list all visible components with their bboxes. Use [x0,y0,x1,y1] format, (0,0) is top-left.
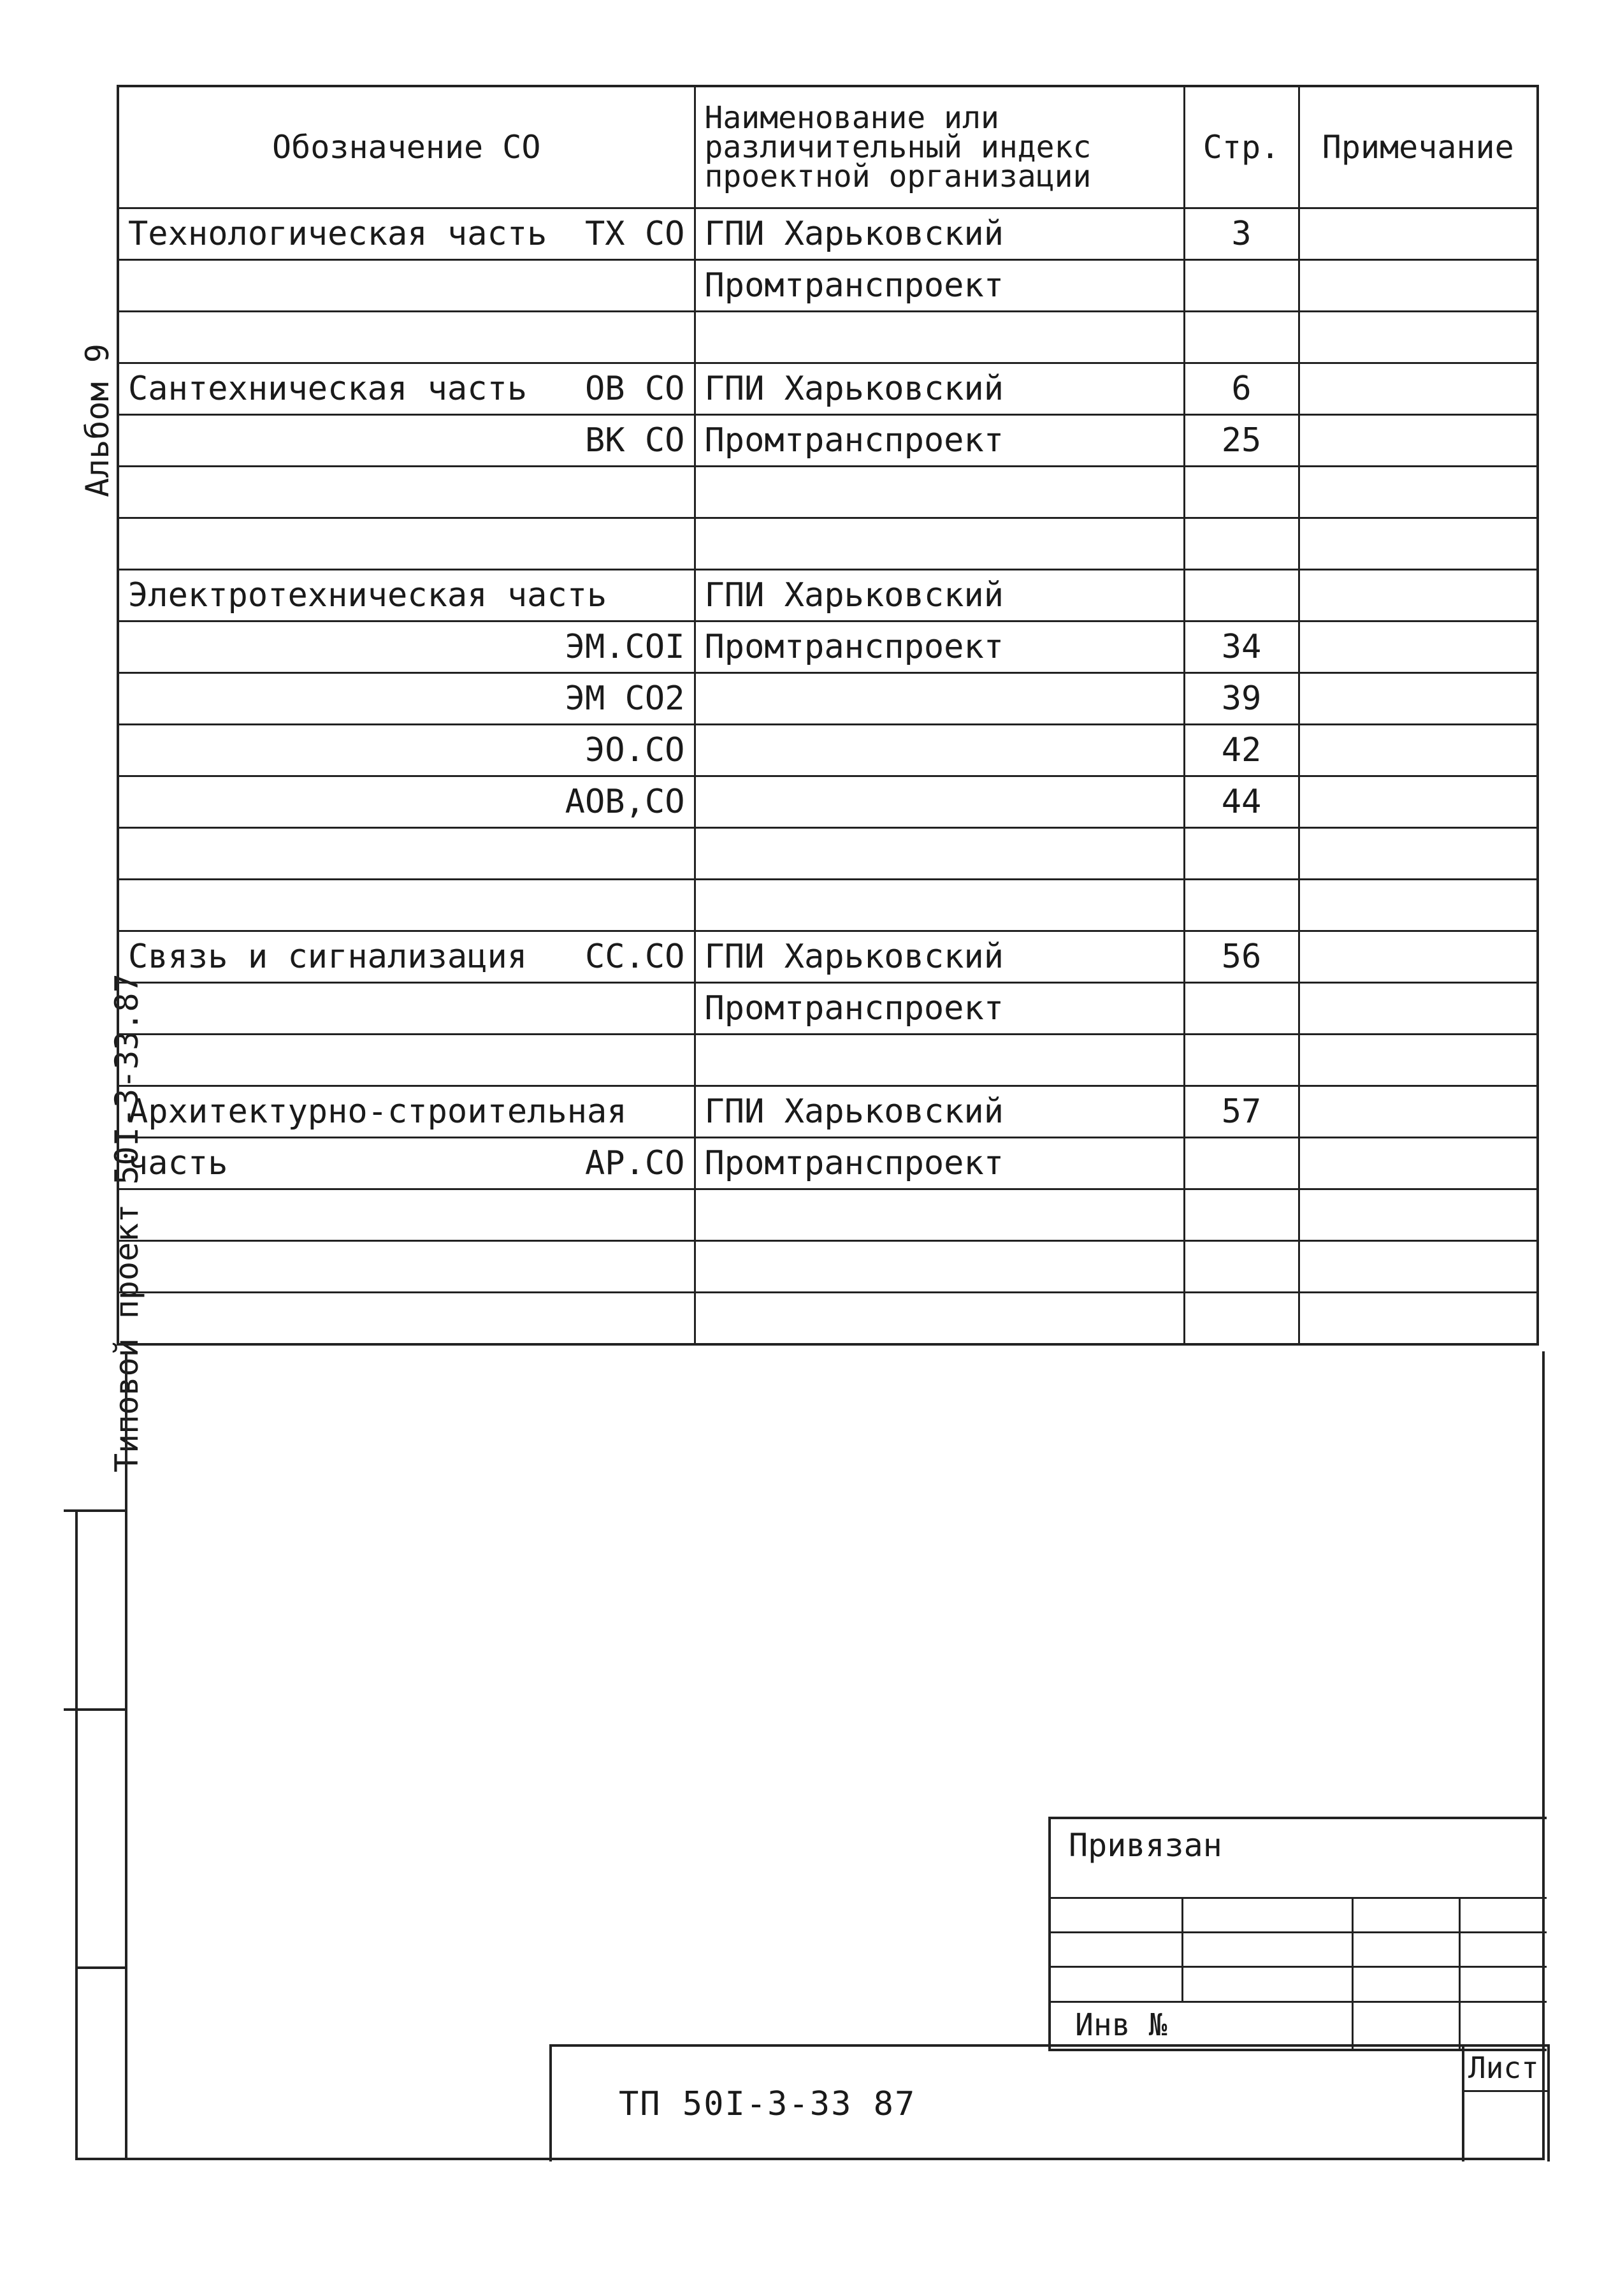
cell-organization [695,828,1184,880]
cell-code [118,1138,695,1189]
table-header-row [118,86,1538,208]
cell-page [1184,312,1299,363]
designation-code: АОВ,СО [565,783,685,821]
cell-code [118,1035,695,1086]
cell-note [1299,1189,1538,1241]
table-row [118,621,1538,673]
cell-organization [695,467,1184,518]
cell-code [118,725,695,776]
cell-code [118,673,695,725]
cell-note [1299,880,1538,931]
cell-page: 57 [1184,1086,1299,1138]
cell-organization: ГПИ Харьковский [695,208,1184,260]
header-note: Примечание [1299,86,1538,208]
cell-code [118,931,695,983]
binding-col [1459,1897,1461,2049]
cell-organization: ГПИ Харьковский [695,363,1184,415]
table-row [118,725,1538,776]
inv-label: Инв № [1075,2007,1167,2043]
cell-note [1299,518,1538,570]
cell-organization: Промтранспроект [695,621,1184,673]
designation-code: СС.СО [584,938,685,976]
cell-note [1299,828,1538,880]
designation-code: ЭМ.СОI [565,628,685,666]
table-left-line [125,1351,127,1354]
designation-code: ТХ СО [584,215,685,253]
table-row [118,1035,1538,1086]
table-row [118,1241,1538,1293]
table-row [118,1293,1538,1345]
table-row [118,518,1538,570]
binding-col [1352,1897,1354,2049]
cell-page [1184,1035,1299,1086]
cell-note [1299,983,1538,1035]
table-row [118,260,1538,312]
cell-organization: Промтранспроект [695,1138,1184,1189]
cell-organization [695,880,1184,931]
sheet-cell [1462,2047,1547,2162]
cell-note [1299,1138,1538,1189]
cell-code [118,1086,695,1138]
cell-organization: ГПИ Харьковский [695,1086,1184,1138]
binding-rule [1051,1931,1547,1933]
binding-block [1048,1817,1547,2051]
cell-note [1299,467,1538,518]
cell-note [1299,208,1538,260]
table-row [118,312,1538,363]
cell-code [118,1293,695,1345]
project-label: Типовой проект 50I-3-33.87 [108,973,145,1472]
table-row [118,467,1538,518]
cell-note [1299,260,1538,312]
cell-organization [695,673,1184,725]
cell-organization: Промтранспроект [695,983,1184,1035]
cell-note [1299,673,1538,725]
sheet-label: Лист [1468,2051,1539,2085]
cell-page [1184,983,1299,1035]
binding-label: Привязан [1069,1827,1222,1864]
table-row [118,931,1538,983]
document-code: ТП 50I-3-33 87 [619,2085,916,2123]
cell-note [1299,312,1538,363]
table-row [118,415,1538,467]
cell-code [118,983,695,1035]
header-name: Наименование или различительный индекс проектной организации [695,86,1184,208]
binding-rule [1051,1897,1547,1899]
cell-organization [695,518,1184,570]
section-title: Технологическая часть [128,215,547,253]
cell-code [118,776,695,828]
cell-organization [695,725,1184,776]
cell-page [1184,570,1299,621]
cell-code [118,1189,695,1241]
cell-page [1184,1138,1299,1189]
margin-line-outer [75,1511,78,2158]
table-row [118,1138,1538,1189]
cell-organization [695,776,1184,828]
cell-code [118,570,695,621]
cell-page [1184,467,1299,518]
cell-code [118,312,695,363]
margin-rule-3 [75,1966,126,1969]
cell-organization: ГПИ Харьковский [695,570,1184,621]
cell-code [118,880,695,931]
cell-note [1299,621,1538,673]
cell-page [1184,260,1299,312]
stamp-block [549,2044,1550,2162]
cell-code [118,363,695,415]
cell-code [118,1241,695,1293]
header-code: Обозначение СО [118,86,695,208]
cell-page: 3 [1184,208,1299,260]
binding-rule [1051,2001,1547,2003]
cell-note [1299,363,1538,415]
cell-note [1299,776,1538,828]
album-label: Альбом 9 [79,344,116,497]
cell-organization: Промтранспроект [695,415,1184,467]
margin-rule-1 [64,1509,126,1512]
cell-organization: ГПИ Харьковский [695,931,1184,983]
table-row [118,208,1538,260]
cell-organization [695,1293,1184,1345]
cell-code [118,621,695,673]
cell-note [1299,1086,1538,1138]
binding-rule [1051,1966,1547,1968]
cell-code [118,467,695,518]
cell-organization [695,1241,1184,1293]
cell-page: 6 [1184,363,1299,415]
cell-organization [695,312,1184,363]
cell-page [1184,1189,1299,1241]
cell-code [118,260,695,312]
cell-code [118,828,695,880]
designation-code: ЭМ СО2 [565,679,685,718]
binding-col [1181,1897,1183,2001]
table-row [118,673,1538,725]
cell-code [118,208,695,260]
table-row [118,880,1538,931]
section-title: Электротехническая часть [128,576,607,614]
cell-organization [695,1189,1184,1241]
table-row [118,1086,1538,1138]
cell-note [1299,931,1538,983]
designation-code: ОВ СО [584,370,685,408]
cell-page: 25 [1184,415,1299,467]
cell-page: 34 [1184,621,1299,673]
margin-line-inner [125,1351,127,2158]
section-title: Архитектурно-строительная [128,1093,627,1131]
designation-code: АР.СО [584,1144,685,1182]
contents-table [117,85,1539,1346]
cell-page [1184,1241,1299,1293]
cell-page [1184,518,1299,570]
header-page: Стр. [1184,86,1299,208]
cell-note [1299,415,1538,467]
table-row [118,570,1538,621]
cell-code [118,518,695,570]
cell-note [1299,725,1538,776]
cell-note [1299,570,1538,621]
table-row [118,776,1538,828]
cell-code [118,415,695,467]
cell-page [1184,828,1299,880]
cell-page [1184,880,1299,931]
table-row [118,828,1538,880]
designation-code: ЭО.СО [584,731,685,769]
section-title: часть [128,1144,228,1182]
designation-code: ВК СО [584,421,685,460]
cell-page: 39 [1184,673,1299,725]
cell-page: 42 [1184,725,1299,776]
cell-page [1184,1293,1299,1345]
sheet-divider [1464,2090,1547,2092]
table-row [118,983,1538,1035]
section-title: Связь и сигнализация [128,938,528,976]
cell-note [1299,1293,1538,1345]
cell-note [1299,1035,1538,1086]
cell-page: 44 [1184,776,1299,828]
table-row [118,1189,1538,1241]
table-row [118,363,1538,415]
cell-organization: Промтранспроект [695,260,1184,312]
section-title: Сантехническая часть [128,370,528,408]
cell-page: 56 [1184,931,1299,983]
cell-note [1299,1241,1538,1293]
cell-organization [695,1035,1184,1086]
margin-rule-2 [64,1708,126,1711]
